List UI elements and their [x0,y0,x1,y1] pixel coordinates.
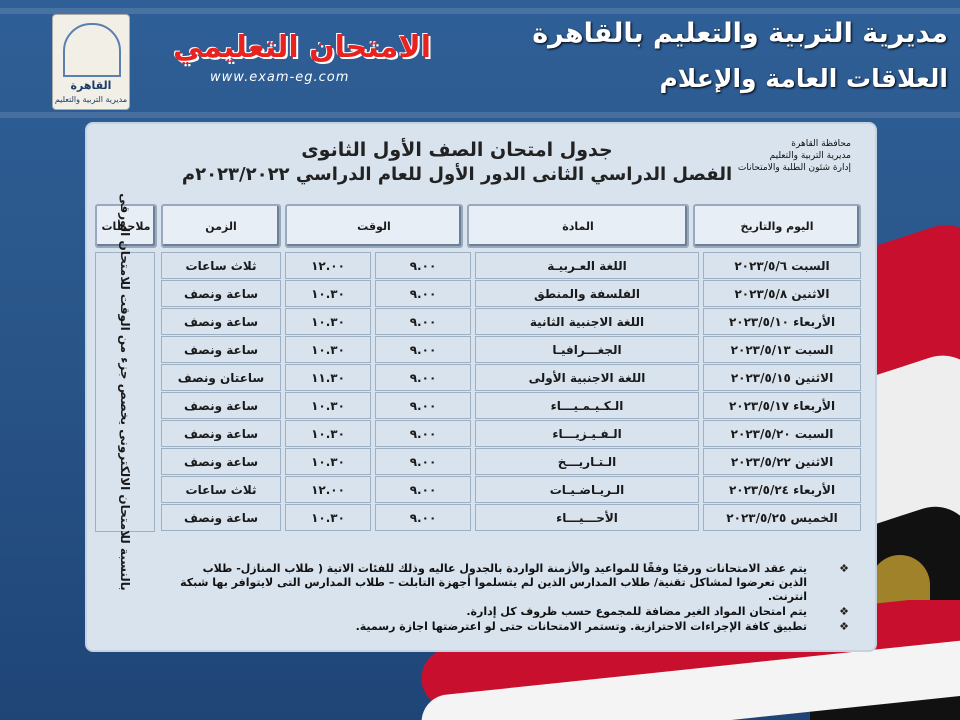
cell-time-to: ١٠.٣٠ [285,336,371,363]
list-item: ❖ يتم عقد الامتحانات ورقيًا وفقًا للمواعيد والأزمنة الواردة بالجدول عاليه وذلك للفئات الاتية ( طلاب المنازل- طلاب الذين تعرضوا لمشاكل تقنية/ طلاب المدارس الذين لم يتسلموا أجهزة التابلت – طلاب المدارس التى لايتوافر بها شبكة انترنت. [180,562,849,603]
schedule-title: جدول امتحان الصف الأول الثانوى [301,139,613,161]
cell-time-from: ٩.٠٠ [375,392,471,419]
cell-time-from: ٩.٠٠ [375,364,471,391]
header-day-date: اليوم والتاريخ [693,204,861,248]
site-name: الامتحان التعليمي [172,30,431,65]
site-logo [172,30,431,90]
cell-duration: ساعة ونصف [161,504,281,531]
cell-day-date: السبت ٢٠٢٣/٥/٦ [703,252,861,279]
cell-time-from: ٩.٠٠ [375,448,471,475]
cell-time-from: ٩.٠٠ [375,336,471,363]
site-url: www.exam-eg.com [210,70,350,85]
directorate-title: مديرية التربية والتعليم بالقاهرة [532,18,948,49]
cell-duration: ثلاث ساعات [161,252,281,279]
list-item: ❖ يتم امتحان المواد الغير مضافة للمجموع حسب ظروف كل إدارة. [466,605,849,618]
schedule-subtitle: الفصل الدراسي الثانى الدور الأول للعام الدراسي ٢٠٢٣/٢٠٢٢م [181,164,733,185]
cell-day-date: الخميس ٢٠٢٣/٥/٢٥ [703,504,861,531]
notes-text: بالنسبة للامتحان الالكترونى يخصص جزء من الوقت للامتحان الورقى [118,193,132,591]
issuer-line: إدارة شئون الطلبة والامتحانات [737,163,851,173]
cell-time-to: ١٠.٣٠ [285,308,371,335]
header-duration: الزمن [161,204,281,248]
issuer-block [738,138,851,174]
cell-subject: الـفـيـزيـــاء [475,420,699,447]
cell-time-to: ١١.٣٠ [285,364,371,391]
cell-day-date: الأربعاء ٢٠٢٣/٥/١٠ [703,308,861,335]
cell-duration: ساعة ونصف [161,420,281,447]
table-row [95,336,861,364]
cell-subject: الـتـاريـــخ [475,448,699,475]
cell-time-to: ١٠.٣٠ [285,280,371,307]
cell-time-from: ٩.٠٠ [375,420,471,447]
table-row [95,392,861,420]
cell-time-from: ٩.٠٠ [375,308,471,335]
cell-subject: اللغة العـربيـة [475,252,699,279]
cell-day-date: الأربعاء ٢٠٢٣/٥/٢٤ [703,476,861,503]
list-item: ❖ تطبيق كافة الإجراءات الاحترازية. وتستمر الامتحانات حتى لو اعترضتها اجازة رسمية. [355,620,849,633]
header-title [532,12,948,102]
table-row [95,280,861,308]
table-row [95,504,861,532]
cell-time-to: ١٢.٠٠ [285,252,371,279]
cell-time-from: ٩.٠٠ [375,476,471,503]
logo-subcaption: مديرية التربية والتعليم [54,95,128,104]
header-time: الوقت [285,204,463,248]
cell-duration: ساعة ونصف [161,448,281,475]
cell-duration: ثلاث ساعات [161,476,281,503]
directorate-logo [52,14,130,110]
cell-time-to: ١٢.٠٠ [285,476,371,503]
cell-subject: اللغة الاجنبية الأولى [475,364,699,391]
schedule-titles [177,138,737,188]
issuer-line: مديرية التربية والتعليم [769,151,851,161]
cell-duration: ساعتان ونصف [161,364,281,391]
cell-subject: الفلسفة والمنطق [475,280,699,307]
bullet-text: يتم امتحان المواد الغير مضافة للمجموع حسب ظروف كل إدارة. [466,605,807,618]
cell-subject: الجغـــرافيـا [475,336,699,363]
bullet-text: تطبيق كافة الإجراءات الاحترازية. وتستمر الامتحانات حتى لو اعترضتها اجازة رسمية. [355,620,807,633]
cell-subject: الأحـــيـــاء [475,504,699,531]
cell-time-from: ٩.٠٠ [375,504,471,531]
table-row [95,252,861,280]
cell-day-date: السبت ٢٠٢٣/٥/٢٠ [703,420,861,447]
cell-time-from: ٩.٠٠ [375,252,471,279]
cell-day-date: الاثنين ٢٠٢٣/٥/٨ [703,280,861,307]
logo-caption: القاهرة [70,79,112,92]
notes-list [177,562,849,634]
cell-duration: ساعة ونصف [161,336,281,363]
arch-icon [63,23,121,77]
table-row [95,476,861,504]
cell-time-to: ١٠.٣٠ [285,504,371,531]
cell-subject: اللغة الاجنبية الثانية [475,308,699,335]
issuer-line: محافظة القاهرة [791,139,851,149]
cell-duration: ساعة ونصف [161,280,281,307]
schedule-panel [85,122,877,652]
bullet-text: يتم عقد الامتحانات ورقيًا وفقًا للمواعيد والأزمنة الواردة بالجدول عاليه وذلك للفئات الاتية ( طلاب المنازل- طلاب الذين تعرضوا لمشاكل تقنية/ طلاب المدارس الذين لم يتسلموا أجهزة التابلت – طلاب المدارس التى لايتوافر بها شبكة انترنت. [180,562,807,603]
cell-subject: الـكـيـمـيـــاء [475,392,699,419]
cell-time-to: ١٠.٣٠ [285,420,371,447]
table-header [95,204,861,248]
department-title: العلاقات العامة والإعلام [659,64,948,93]
cell-time-to: ١٠.٣٠ [285,448,371,475]
table-row [95,308,861,336]
cell-day-date: الاثنين ٢٠٢٣/٥/٢٢ [703,448,861,475]
cell-day-date: السبت ٢٠٢٣/٥/١٣ [703,336,861,363]
table-row [95,420,861,448]
cell-time-from: ٩.٠٠ [375,280,471,307]
cell-subject: الـريـاضـيـات [475,476,699,503]
cell-day-date: الاثنين ٢٠٢٣/٥/١٥ [703,364,861,391]
table-row [95,448,861,476]
header-notes: ملاحظات [95,204,157,248]
cell-time-to: ١٠.٣٠ [285,392,371,419]
cell-duration: ساعة ونصف [161,308,281,335]
table-row [95,364,861,392]
header-subject: المادة [467,204,689,248]
cell-day-date: الأربعاء ٢٠٢٣/٥/١٧ [703,392,861,419]
cell-duration: ساعة ونصف [161,392,281,419]
